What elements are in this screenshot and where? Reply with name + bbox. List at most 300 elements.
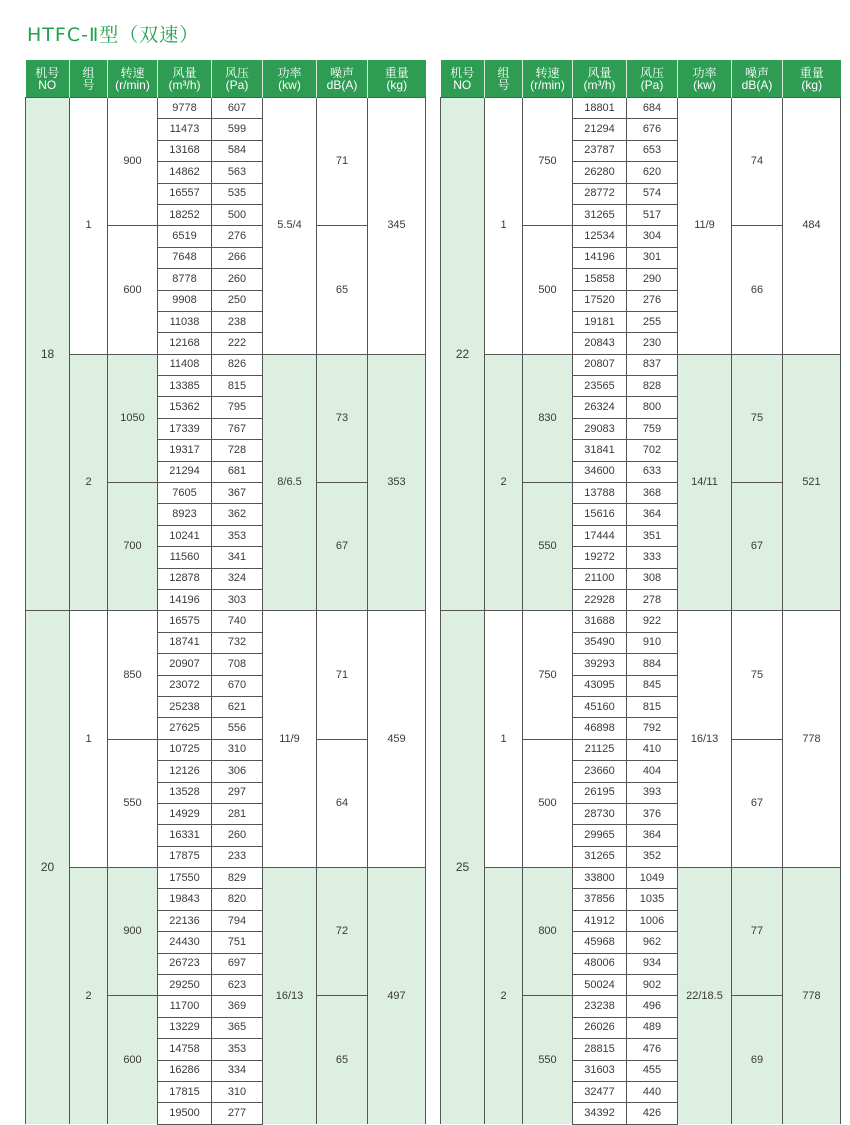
noise-cell: 67 [732,483,783,611]
pressure-cell: 751 [212,932,263,953]
pressure-cell: 815 [627,696,678,717]
airflow-cell: 15362 [158,397,212,418]
column-header-line1: 功率 [277,65,302,80]
airflow-cell: 12878 [158,568,212,589]
pressure-cell: 368 [627,483,678,504]
pressure-cell: 233 [212,846,263,867]
pressure-cell: 364 [627,825,678,846]
noise-cell: 77 [732,868,783,996]
column-header-line2: 号 [497,77,510,92]
table-row [26,868,426,889]
column-header [783,60,841,98]
pressure-cell: 767 [212,418,263,439]
pressure-cell: 476 [627,1039,678,1060]
weight-cell: 497 [368,868,426,1125]
table-body [26,98,426,1125]
weight-cell: 778 [783,611,841,868]
column-header-line2: (r/min) [530,77,565,92]
pressure-cell: 697 [212,953,263,974]
pressure-cell: 759 [627,418,678,439]
airflow-cell: 26324 [573,397,627,418]
power-cell: 11/9 [263,611,317,868]
pressure-cell: 826 [212,354,263,375]
airflow-cell: 29083 [573,418,627,439]
weight-cell: 484 [783,98,841,355]
pressure-cell: 238 [212,311,263,332]
airflow-cell: 46898 [573,718,627,739]
column-header-line1: 重量 [384,65,409,80]
pressure-cell: 364 [627,504,678,525]
speed-cell: 700 [108,483,158,611]
table-row [26,98,426,119]
airflow-cell: 17520 [573,290,627,311]
airflow-cell: 7648 [158,247,212,268]
pressure-cell: 489 [627,1017,678,1038]
group-no-cell: 2 [485,354,523,611]
airflow-cell: 14862 [158,162,212,183]
pressure-cell: 410 [627,739,678,760]
airflow-cell: 20807 [573,354,627,375]
column-header-line1: 组 [497,65,510,80]
pressure-cell: 653 [627,140,678,161]
pressure-cell: 607 [212,98,263,119]
power-cell: 8/6.5 [263,354,317,611]
column-header-line1: 风压 [224,65,249,80]
pressure-cell: 260 [212,269,263,290]
airflow-cell: 26195 [573,782,627,803]
pressure-cell: 800 [627,397,678,418]
pressure-cell: 369 [212,996,263,1017]
airflow-cell: 18801 [573,98,627,119]
pressure-cell: 535 [212,183,263,204]
pressure-cell: 670 [212,675,263,696]
speed-cell: 500 [523,739,573,867]
airflow-cell: 8778 [158,269,212,290]
airflow-cell: 21100 [573,568,627,589]
group-no-cell: 1 [485,98,523,355]
header-row [26,60,426,98]
airflow-cell: 11700 [158,996,212,1017]
pressure-cell: 902 [627,975,678,996]
airflow-cell: 23072 [158,675,212,696]
pressure-cell: 820 [212,889,263,910]
group-no-cell: 2 [485,868,523,1125]
pressure-cell: 828 [627,376,678,397]
pressure-cell: 676 [627,119,678,140]
pressure-cell: 324 [212,568,263,589]
airflow-cell: 29965 [573,825,627,846]
header-row [441,60,841,98]
airflow-cell: 11038 [158,311,212,332]
table-row [441,868,841,889]
speed-cell: 750 [523,98,573,226]
airflow-cell: 26280 [573,162,627,183]
airflow-cell: 18252 [158,204,212,225]
pressure-cell: 633 [627,461,678,482]
column-header [368,60,426,98]
pressure-cell: 297 [212,782,263,803]
airflow-cell: 19317 [158,440,212,461]
speed-cell: 600 [108,226,158,354]
column-header [678,60,732,98]
airflow-cell: 21294 [158,461,212,482]
airflow-cell: 17339 [158,418,212,439]
speed-cell: 900 [108,868,158,996]
airflow-cell: 6519 [158,226,212,247]
airflow-cell: 37856 [573,889,627,910]
pressure-cell: 934 [627,953,678,974]
machine-no-cell: 20 [26,611,70,1124]
pressure-cell: 352 [627,846,678,867]
column-header-line1: 噪声 [329,65,354,80]
airflow-cell: 41912 [573,910,627,931]
pressure-cell: 260 [212,825,263,846]
pressure-cell: 281 [212,803,263,824]
pressure-cell: 310 [212,739,263,760]
spec-table [25,60,426,1125]
airflow-cell: 23565 [573,376,627,397]
airflow-cell: 17815 [158,1081,212,1102]
airflow-cell: 13788 [573,483,627,504]
pressure-cell: 276 [212,226,263,247]
weight-cell: 345 [368,98,426,355]
pressure-cell: 962 [627,932,678,953]
pressure-cell: 455 [627,1060,678,1081]
noise-cell: 67 [732,739,783,867]
column-header [263,60,317,98]
column-header [485,60,523,98]
airflow-cell: 21294 [573,119,627,140]
airflow-cell: 10241 [158,525,212,546]
noise-cell: 71 [317,98,368,226]
pressure-cell: 623 [212,975,263,996]
noise-cell: 65 [317,226,368,354]
airflow-cell: 24430 [158,932,212,953]
airflow-cell: 29250 [158,975,212,996]
pressure-cell: 732 [212,632,263,653]
group-no-cell: 1 [485,611,523,868]
pressure-cell: 795 [212,397,263,418]
column-header-line1: 转速 [535,65,560,80]
speed-cell: 600 [108,996,158,1124]
airflow-cell: 9778 [158,98,212,119]
pressure-cell: 728 [212,440,263,461]
pressure-cell: 815 [212,376,263,397]
column-header-line2: (Pa) [225,77,249,92]
speed-cell: 900 [108,98,158,226]
power-cell: 14/11 [678,354,732,611]
pressure-cell: 517 [627,204,678,225]
column-header-line1: 机号 [450,65,475,80]
pressure-cell: 621 [212,696,263,717]
pressure-cell: 708 [212,654,263,675]
airflow-cell: 14196 [158,589,212,610]
column-header-line2: (m³/h) [168,77,201,92]
table-row [441,98,841,119]
pressure-cell: 584 [212,140,263,161]
column-header-line2: (r/min) [115,77,150,92]
pressure-cell: 304 [627,226,678,247]
pressure-cell: 910 [627,632,678,653]
column-header-line1: 组 [82,65,95,80]
machine-no-cell: 18 [26,98,70,611]
pressure-cell: 1006 [627,910,678,931]
airflow-cell: 11560 [158,547,212,568]
pressure-cell: 341 [212,547,263,568]
column-header [732,60,783,98]
noise-cell: 72 [317,868,368,996]
table-row [441,611,841,632]
column-header [317,60,368,98]
spec-table [440,60,841,1125]
airflow-cell: 26026 [573,1017,627,1038]
airflow-cell: 28730 [573,803,627,824]
airflow-cell: 12126 [158,761,212,782]
pressure-cell: 365 [212,1017,263,1038]
airflow-cell: 33800 [573,868,627,889]
noise-cell: 64 [317,739,368,867]
pressure-cell: 351 [627,525,678,546]
airflow-cell: 10725 [158,739,212,760]
airflow-cell: 31603 [573,1060,627,1081]
column-header [108,60,158,98]
noise-cell: 65 [317,996,368,1124]
pressure-cell: 1049 [627,868,678,889]
pressure-cell: 301 [627,247,678,268]
airflow-cell: 17875 [158,846,212,867]
pressure-cell: 230 [627,333,678,354]
pressure-cell: 266 [212,247,263,268]
airflow-cell: 14929 [158,803,212,824]
airflow-cell: 45968 [573,932,627,953]
airflow-cell: 9908 [158,290,212,311]
noise-cell: 75 [732,611,783,739]
power-cell: 5.5/4 [263,98,317,355]
pressure-cell: 308 [627,568,678,589]
column-header-line1: 机号 [35,65,60,80]
speed-cell: 500 [523,226,573,354]
machine-no-cell: 22 [441,98,485,611]
pressure-cell: 792 [627,718,678,739]
speed-cell: 800 [523,868,573,996]
table-row [26,354,426,375]
noise-cell: 67 [317,483,368,611]
pressure-cell: 426 [627,1103,678,1124]
airflow-cell: 17444 [573,525,627,546]
airflow-cell: 15858 [573,269,627,290]
column-header [212,60,263,98]
airflow-cell: 23238 [573,996,627,1017]
column-header-line2: (kg) [386,77,408,92]
pressure-cell: 1035 [627,889,678,910]
pressure-cell: 620 [627,162,678,183]
speed-cell: 850 [108,611,158,739]
pressure-cell: 303 [212,589,263,610]
pressure-cell: 837 [627,354,678,375]
airflow-cell: 13229 [158,1017,212,1038]
airflow-cell: 32477 [573,1081,627,1102]
pressure-cell: 278 [627,589,678,610]
airflow-cell: 26723 [158,953,212,974]
column-header-line2: (m³/h) [583,77,616,92]
airflow-cell: 28772 [573,183,627,204]
pressure-cell: 884 [627,654,678,675]
column-header-line2: dB(A) [326,77,358,92]
column-header-line2: (kw) [278,77,301,92]
noise-cell: 73 [317,354,368,482]
column-header-line1: 功率 [692,65,717,80]
airflow-cell: 23660 [573,761,627,782]
speed-cell: 830 [523,354,573,482]
column-header-line2: (kw) [693,77,716,92]
airflow-cell: 23787 [573,140,627,161]
airflow-cell: 48006 [573,953,627,974]
airflow-cell: 34392 [573,1103,627,1124]
pressure-cell: 845 [627,675,678,696]
pressure-cell: 353 [212,1039,263,1060]
airflow-cell: 45160 [573,696,627,717]
column-header-line2: NO [38,77,57,92]
pressure-cell: 574 [627,183,678,204]
airflow-cell: 22928 [573,589,627,610]
page-title: HTFC-Ⅱ型（双速） [27,24,200,46]
airflow-cell: 17550 [158,868,212,889]
airflow-cell: 13168 [158,140,212,161]
noise-cell: 69 [732,996,783,1124]
speed-cell: 550 [523,996,573,1124]
column-header [158,60,212,98]
airflow-cell: 31841 [573,440,627,461]
power-cell: 16/13 [263,868,317,1125]
pressure-cell: 310 [212,1081,263,1102]
speed-cell: 550 [108,739,158,867]
airflow-cell: 22136 [158,910,212,931]
pressure-cell: 276 [627,290,678,311]
airflow-cell: 13528 [158,782,212,803]
airflow-cell: 11408 [158,354,212,375]
pressure-cell: 556 [212,718,263,739]
spec-table-right [440,60,841,1125]
column-header [441,60,485,98]
pressure-cell: 922 [627,611,678,632]
airflow-cell: 7605 [158,483,212,504]
airflow-cell: 8923 [158,504,212,525]
airflow-cell: 50024 [573,975,627,996]
airflow-cell: 19843 [158,889,212,910]
airflow-cell: 15616 [573,504,627,525]
pressure-cell: 277 [212,1103,263,1124]
pressure-cell: 367 [212,483,263,504]
speed-cell: 750 [523,611,573,739]
pressure-cell: 353 [212,525,263,546]
airflow-cell: 20907 [158,654,212,675]
column-header-line2: NO [453,77,472,92]
table-row [26,611,426,632]
airflow-cell: 11473 [158,119,212,140]
airflow-cell: 35490 [573,632,627,653]
airflow-cell: 14758 [158,1039,212,1060]
weight-cell: 459 [368,611,426,868]
pressure-cell: 333 [627,547,678,568]
column-header-line1: 风量 [172,65,197,80]
column-header-line1: 重量 [799,65,824,80]
pressure-cell: 702 [627,440,678,461]
airflow-cell: 39293 [573,654,627,675]
pressure-cell: 362 [212,504,263,525]
machine-no-cell: 25 [441,611,485,1124]
column-header [573,60,627,98]
airflow-cell: 31688 [573,611,627,632]
airflow-cell: 16286 [158,1060,212,1081]
pressure-cell: 794 [212,910,263,931]
column-header-line1: 风量 [587,65,612,80]
weight-cell: 353 [368,354,426,611]
column-header-line2: 号 [82,77,95,92]
pressure-cell: 306 [212,761,263,782]
airflow-cell: 20843 [573,333,627,354]
column-header-line1: 噪声 [744,65,769,80]
airflow-cell: 19272 [573,547,627,568]
column-header [523,60,573,98]
pressure-cell: 500 [212,204,263,225]
airflow-cell: 19500 [158,1103,212,1124]
column-header [70,60,108,98]
column-header-line2: (kg) [801,77,823,92]
table-body [441,98,841,1125]
group-no-cell: 1 [70,98,108,355]
noise-cell: 71 [317,611,368,739]
column-header-line1: 风压 [639,65,664,80]
pressure-cell: 393 [627,782,678,803]
airflow-cell: 16331 [158,825,212,846]
noise-cell: 66 [732,226,783,354]
noise-cell: 75 [732,354,783,482]
airflow-cell: 12534 [573,226,627,247]
airflow-cell: 16575 [158,611,212,632]
pressure-cell: 681 [212,461,263,482]
airflow-cell: 31265 [573,204,627,225]
airflow-cell: 13385 [158,376,212,397]
airflow-cell: 28815 [573,1039,627,1060]
power-cell: 16/13 [678,611,732,868]
power-cell: 22/18.5 [678,868,732,1125]
pressure-cell: 250 [212,290,263,311]
pressure-cell: 376 [627,803,678,824]
pressure-cell: 255 [627,311,678,332]
column-header-line1: 转速 [120,65,145,80]
power-cell: 11/9 [678,98,732,355]
column-header [627,60,678,98]
weight-cell: 521 [783,354,841,611]
airflow-cell: 14196 [573,247,627,268]
airflow-cell: 31265 [573,846,627,867]
pressure-cell: 404 [627,761,678,782]
column-header [26,60,70,98]
airflow-cell: 43095 [573,675,627,696]
column-header-line2: (Pa) [640,77,664,92]
airflow-cell: 16557 [158,183,212,204]
pressure-cell: 740 [212,611,263,632]
airflow-cell: 18741 [158,632,212,653]
airflow-cell: 21125 [573,739,627,760]
pressure-cell: 222 [212,333,263,354]
speed-cell: 550 [523,483,573,611]
group-no-cell: 1 [70,611,108,868]
pressure-cell: 829 [212,868,263,889]
spec-table-left [25,60,426,1125]
table-row [441,354,841,375]
pressure-cell: 290 [627,269,678,290]
